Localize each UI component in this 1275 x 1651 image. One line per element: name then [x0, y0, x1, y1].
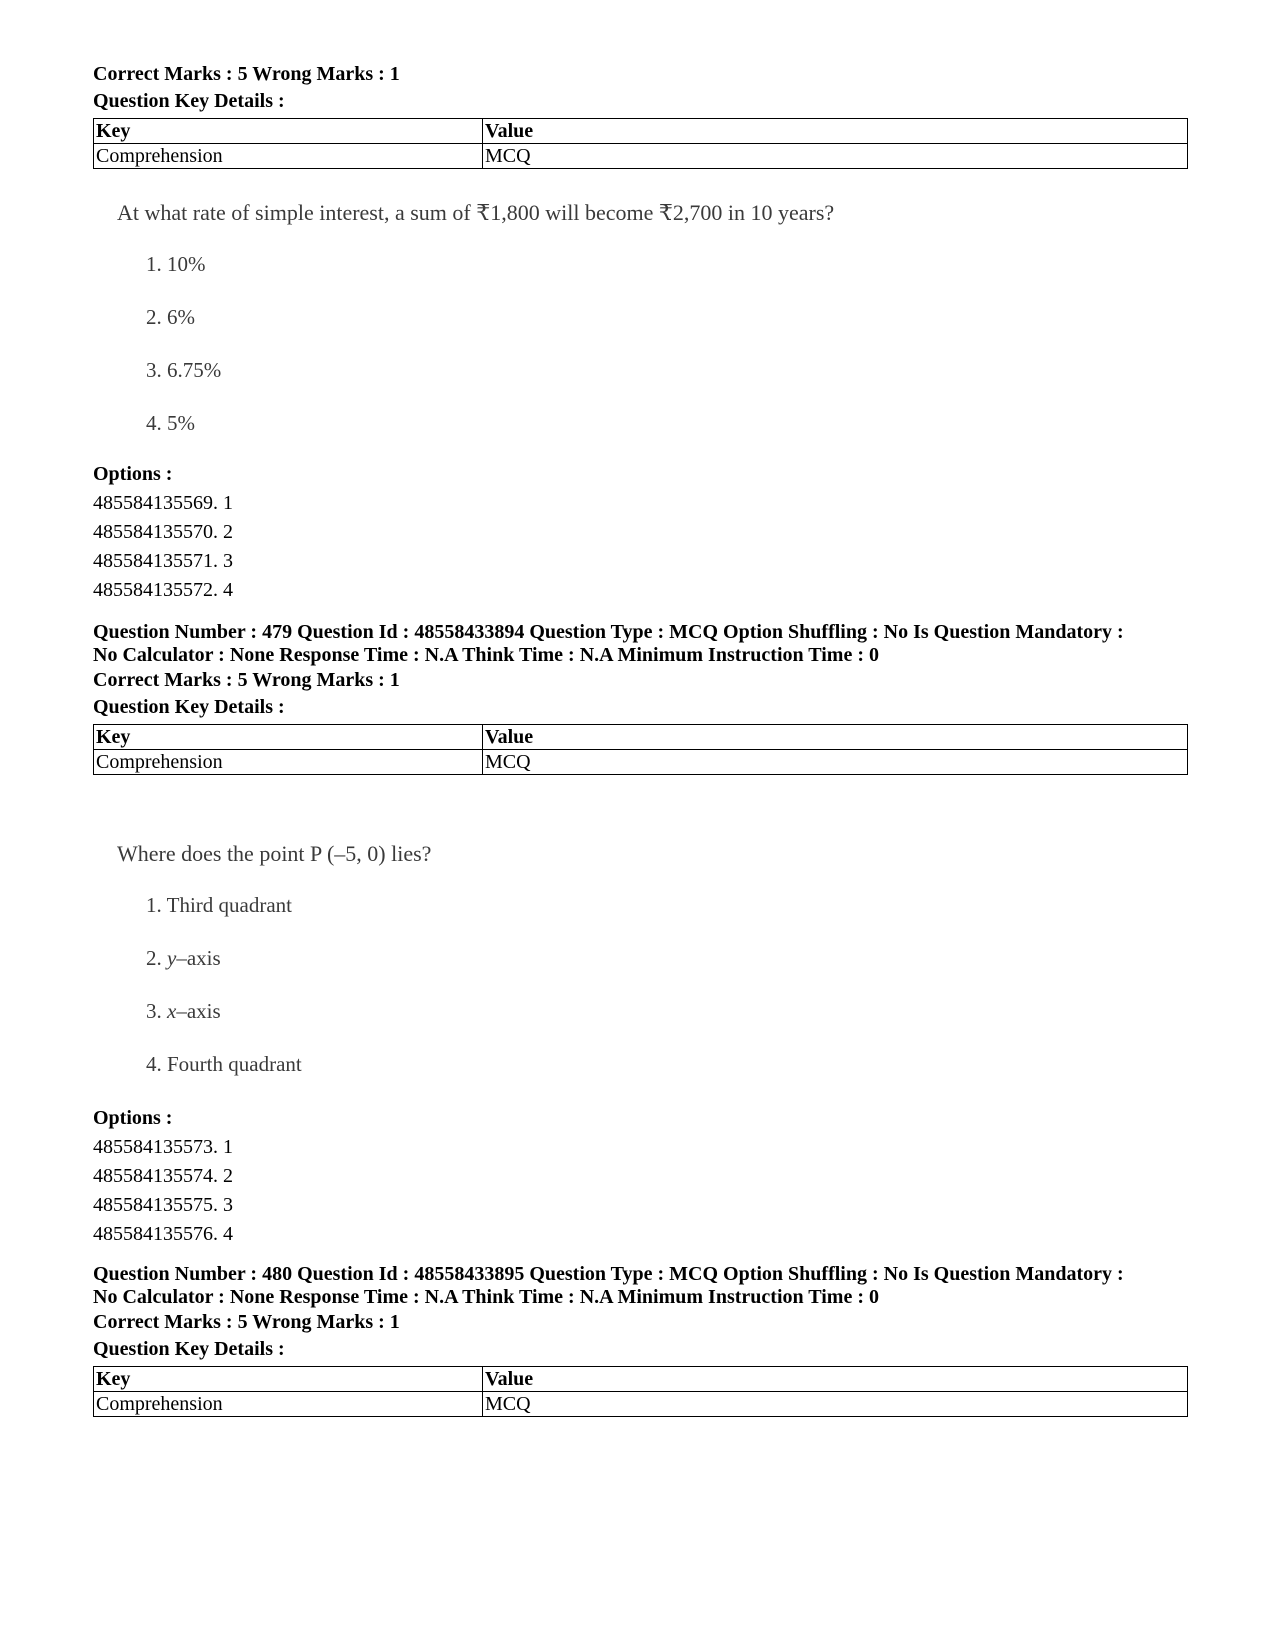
options-section-2	[93, 1104, 1183, 1249]
marks-line: Correct Marks : 5 Wrong Marks : 1	[93, 1311, 400, 1333]
key-cell: Comprehension	[94, 750, 483, 775]
key-details-label: Question Key Details :	[93, 1338, 285, 1360]
choice-1: 1. Third quadrant	[146, 893, 292, 917]
key-details-label: Question Key Details :	[93, 90, 285, 112]
option-item: 485584135575. 3	[93, 1194, 233, 1216]
options-label: Options :	[93, 1107, 173, 1129]
option-item: 485584135569. 1	[93, 492, 233, 514]
table-header-row	[94, 119, 1188, 144]
question-block-2	[93, 621, 1183, 775]
option-item: 485584135570. 2	[93, 521, 233, 543]
key-cell: Comprehension	[94, 144, 483, 169]
option-item: 485584135573. 1	[93, 1136, 233, 1158]
value-header-cell: Value	[483, 725, 1188, 750]
options-label: Options :	[93, 463, 173, 485]
choice-4: 4. Fourth quadrant	[146, 1052, 302, 1076]
table-header-row	[94, 725, 1188, 750]
question-header-line-1: Question Number : 480 Question Id : 48558433895 Question Type : MCQ Option Shuffling : No Is Question Mandatory :	[93, 1263, 1124, 1285]
key-header-cell: Key	[94, 1367, 483, 1392]
question-header-line-2: No Calculator : None Response Time : N.A Think Time : N.A Minimum Instruction Time : 0	[93, 644, 879, 666]
option-item: 485584135572. 4	[93, 579, 233, 601]
choice-1: 1. 10%	[146, 252, 206, 276]
option-item: 485584135571. 3	[93, 550, 233, 572]
question-text: Where does the point P (–5, 0) lies?	[117, 841, 432, 866]
value-cell: MCQ	[483, 144, 1188, 169]
choice-4: 4. 5%	[146, 411, 195, 435]
choice-3: 3. 6.75%	[146, 358, 222, 382]
table-row	[94, 1392, 1188, 1417]
key-details-table	[93, 1366, 1188, 1417]
marks-line: Correct Marks : 5 Wrong Marks : 1	[93, 63, 400, 85]
key-details-table	[93, 118, 1188, 169]
value-cell: MCQ	[483, 750, 1188, 775]
question-header-line-2: No Calculator : None Response Time : N.A Think Time : N.A Minimum Instruction Time : 0	[93, 1286, 879, 1308]
table-row	[94, 750, 1188, 775]
question-image-2	[117, 840, 431, 1078]
question-block-3	[93, 1263, 1183, 1417]
key-cell: Comprehension	[94, 1392, 483, 1417]
key-details-label: Question Key Details :	[93, 696, 285, 718]
table-header-row	[94, 1367, 1188, 1392]
value-header-cell: Value	[483, 119, 1188, 144]
marks-line: Correct Marks : 5 Wrong Marks : 1	[93, 669, 400, 691]
key-header-cell: Key	[94, 725, 483, 750]
options-section-1	[93, 460, 1183, 605]
option-item: 485584135576. 4	[93, 1223, 233, 1245]
option-item: 485584135574. 2	[93, 1165, 233, 1187]
question-text: At what rate of simple interest, a sum of ₹1,800 will become ₹2,700 in 10 years?	[117, 200, 835, 225]
question-block-1	[93, 61, 1183, 169]
choice-3: 3. x–axis	[146, 999, 221, 1023]
choice-2: 2. 6%	[146, 305, 195, 329]
key-details-table	[93, 724, 1188, 775]
choice-2: 2. y–axis	[146, 946, 221, 970]
value-cell: MCQ	[483, 1392, 1188, 1417]
table-row	[94, 144, 1188, 169]
value-header-cell: Value	[483, 1367, 1188, 1392]
question-image-1	[117, 199, 834, 437]
key-header-cell: Key	[94, 119, 483, 144]
question-header-line-1: Question Number : 479 Question Id : 48558433894 Question Type : MCQ Option Shuffling : No Is Question Mandatory :	[93, 621, 1124, 643]
